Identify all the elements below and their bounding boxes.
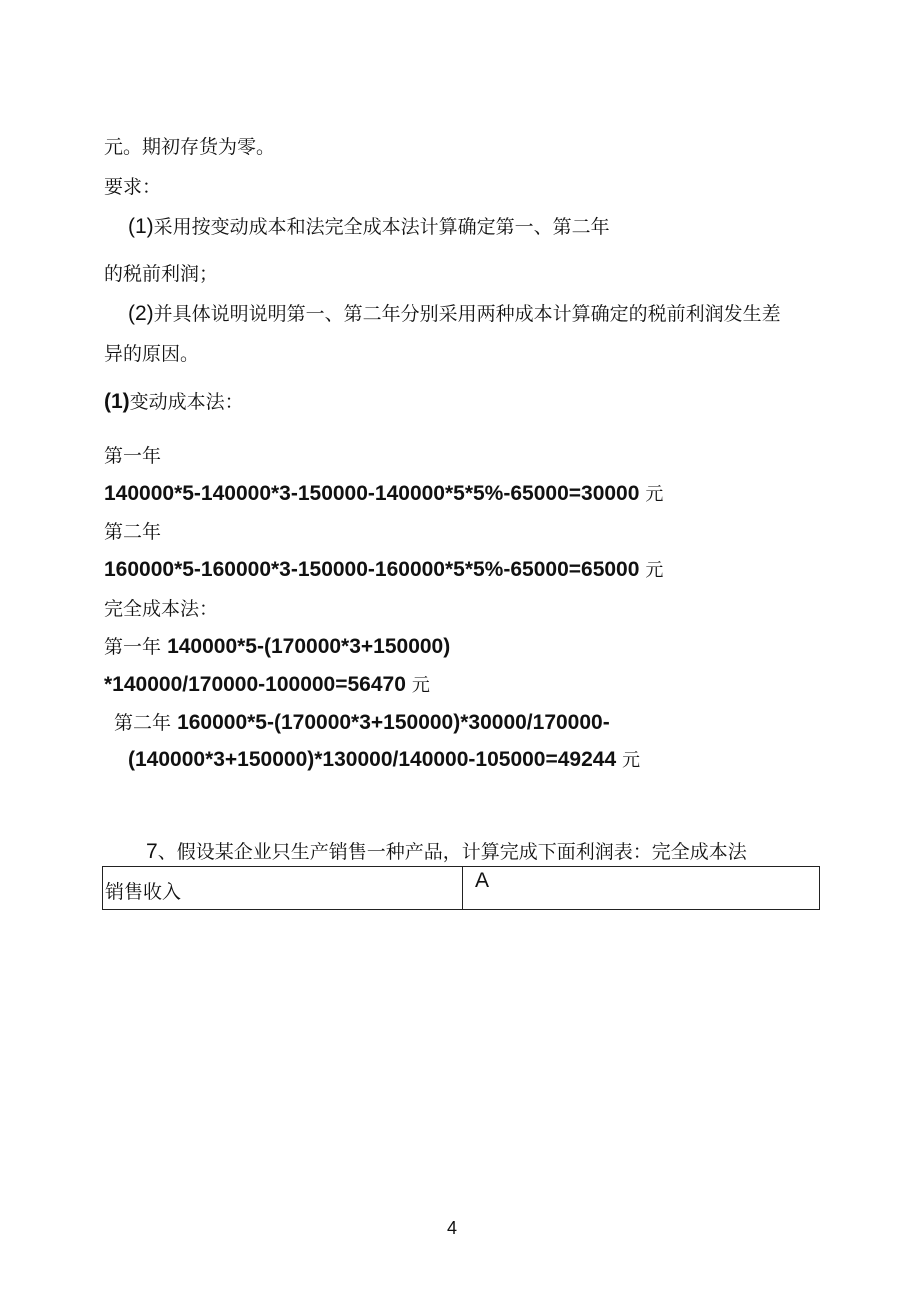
absorption-year2-formula-a: 160000*5-(170000*3+150000)*30000/170000- [177,711,610,734]
variable-cost-heading-number: (1) [104,390,130,413]
absorption-year2-calc-a [114,711,610,735]
requirement-1-text: 采用按变动成本和法完全成本法计算确定第一、第二年 [153,216,610,238]
requirement-1-continuation: 的税前利润； [104,263,219,285]
profit-table [102,866,820,910]
question-7-text: 、假设某企业只生产销售一种产品，计算完成下面利润表：完全成本法 [157,841,747,863]
absorption-year2-formula-b: (140000*3+150000)*130000/140000-105000=49244 [128,748,617,771]
absorption-year1-formula-b: *140000/170000-100000=56470 [104,673,406,696]
requirement-1 [128,215,610,239]
absorption-year2-label: 第二年 [114,712,172,734]
variable-year1-unit: 元 [645,484,664,505]
absorption-year1-formula-a: 140000*5-(170000*3+150000) [167,635,451,658]
requirement-2 [128,302,781,326]
question-7 [146,840,747,864]
variable-year2-calc [104,558,663,583]
absorption-cost-heading: 完全成本法： [104,598,219,620]
variable-cost-heading-text: 变动成本法： [129,391,244,413]
question-7-number: 7 [146,840,158,863]
absorption-year2-unit: 元 [622,750,641,771]
requirement-2-number: (2) [128,302,154,325]
variable-year1-calc [104,482,663,507]
intro-line: 元。期初存货为零。 [104,136,276,158]
absorption-year1-calc-a [104,635,450,659]
absorption-year2-calc-b [128,748,640,773]
absorption-year1-calc-b [104,673,430,698]
requirement-1-number: (1) [128,215,154,238]
variable-year1-label: 第一年 [104,445,162,467]
table-row [103,867,820,910]
absorption-year1-unit: 元 [411,675,430,696]
variable-year2-formula: 160000*5-160000*3-150000-160000*5*5%-65000=65000 [104,558,640,581]
variable-year2-unit: 元 [645,560,664,581]
variable-year1-formula: 140000*5-140000*3-150000-140000*5*5%-65000=30000 [104,482,640,505]
absorption-year1-label: 第一年 [104,636,162,658]
page-number: 4 [446,1218,457,1238]
variable-cost-heading [104,390,244,414]
variable-year2-label: 第二年 [104,521,162,543]
sales-revenue-value: A [463,867,820,910]
requirements-label: 要求： [104,176,162,198]
sales-revenue-label: 销售收入 [103,867,463,910]
requirement-2-continuation: 异的原因。 [104,343,200,365]
requirement-2-text: 并具体说明说明第一、第二年分别采用两种成本计算确定的税前利润发生差 [153,303,781,325]
